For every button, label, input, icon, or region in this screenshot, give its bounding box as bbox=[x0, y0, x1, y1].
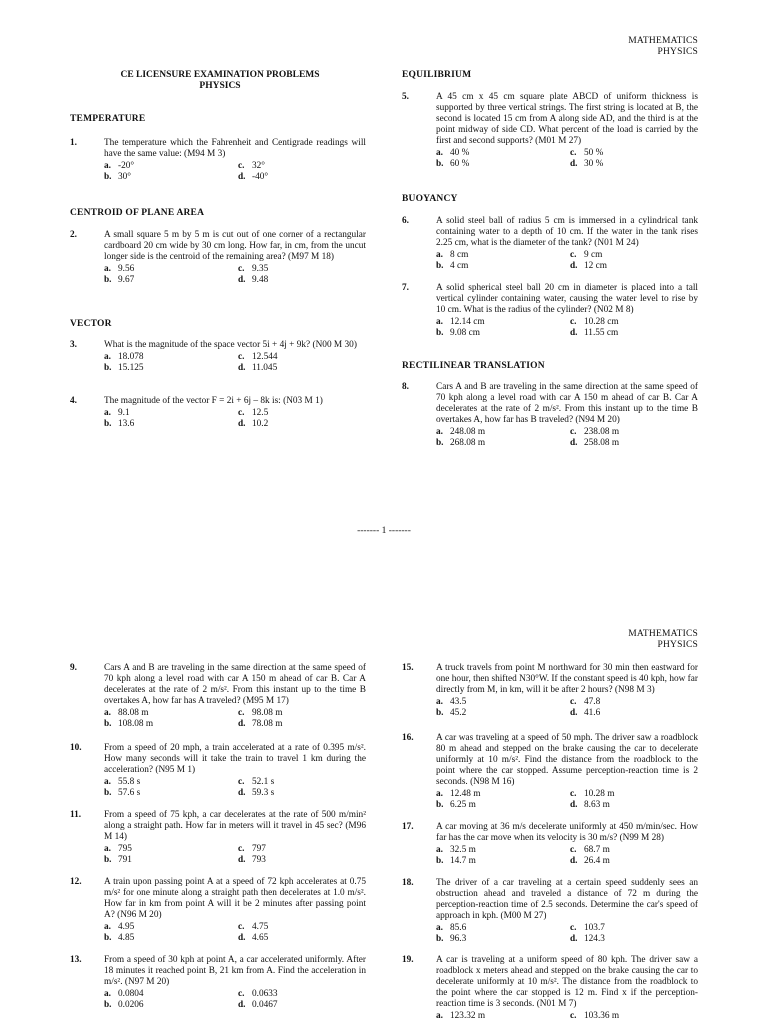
choice-letter: c. bbox=[238, 161, 245, 171]
choice-value: 4.85 bbox=[118, 933, 135, 943]
choice-letter: a. bbox=[104, 777, 111, 787]
choice-letter: d. bbox=[570, 708, 578, 718]
choice-letter: b. bbox=[436, 261, 444, 271]
answer-choices bbox=[104, 352, 342, 374]
choice-letter: b. bbox=[436, 708, 444, 718]
choice-value: 238.08 m bbox=[584, 427, 620, 437]
choice-value: 12.544 bbox=[252, 352, 278, 362]
choice-value: 50 % bbox=[584, 148, 604, 158]
choice-value: 55.8 s bbox=[118, 777, 141, 787]
choice-letter: d. bbox=[238, 933, 246, 943]
problem-number: 5. bbox=[402, 92, 409, 102]
choice-value: 0.0467 bbox=[252, 1000, 278, 1010]
problem-text: A train upon passing point A at a speed of 72 kph accelerates at 0.75 m/s² for one minute along a straight path then decelerates at 1.0 m/s². How far in km from point A will it be 2 minutes after passing point A? (N96 M 20) bbox=[104, 877, 366, 920]
choice-letter: a. bbox=[104, 844, 111, 854]
choice-letter: c. bbox=[570, 317, 577, 327]
choice-value: 0.0804 bbox=[118, 989, 144, 999]
page-title bbox=[70, 70, 370, 92]
choice-value: 12.14 cm bbox=[450, 317, 485, 327]
choice-letter: a. bbox=[436, 845, 443, 855]
choice-letter: d. bbox=[238, 419, 246, 429]
choice-value: 10.2 bbox=[252, 419, 269, 429]
choice-value: 98.08 m bbox=[252, 708, 283, 718]
choice-letter: c. bbox=[238, 708, 245, 718]
answer-choices bbox=[436, 250, 674, 272]
choice-value: 10.28 cm bbox=[584, 317, 619, 327]
choice-letter: c. bbox=[570, 697, 577, 707]
choice-letter: b. bbox=[104, 419, 112, 429]
problem-text: A truck travels from point M northward for 30 min then eastward for one hour, then shifted N30°W. If the constant speed is 40 kph, how far directly from M, in km, will it be after 2 hours? (N98 M 3) bbox=[436, 663, 698, 695]
choice-letter: c. bbox=[238, 844, 245, 854]
choice-letter: d. bbox=[570, 800, 578, 810]
choice-letter: a. bbox=[104, 989, 111, 999]
problem-text: The driver of a car traveling at a certain speed suddenly sees an obstruction ahead and traveled a distance of 72 m during the perception-reaction time of 2.5 seconds. Determine the car's speed of approach in kph. (M00 M 27) bbox=[436, 878, 698, 921]
problem-text: A car is traveling at a uniform speed of 80 kph. The driver saw a roadblock x meters ahead and stepped on the brake causing the car to decelerate uniformly at 10 m/s². The distance from the roadblock to the point where the car stopped is 12 m. Find x if the perception-reaction time is 3 seconds. (N01 M 7) bbox=[436, 955, 698, 1009]
choice-value: 88.08 m bbox=[118, 708, 149, 718]
choice-value: 15.125 bbox=[118, 363, 144, 373]
problem-number: 19. bbox=[402, 955, 414, 965]
choice-letter: c. bbox=[570, 923, 577, 933]
choice-letter: d. bbox=[238, 275, 246, 285]
choice-value: 268.08 m bbox=[450, 438, 486, 448]
choice-letter: d. bbox=[238, 719, 246, 729]
problem-number: 10. bbox=[70, 743, 82, 753]
choice-letter: b. bbox=[104, 788, 112, 798]
choice-value: 795 bbox=[118, 844, 132, 854]
header-subject-2: PHYSICS bbox=[657, 640, 698, 650]
choice-value: -40° bbox=[252, 172, 269, 182]
choice-value: 797 bbox=[252, 844, 266, 854]
choice-letter: a. bbox=[436, 427, 443, 437]
choice-letter: c. bbox=[238, 777, 245, 787]
choice-value: 8.63 m bbox=[584, 800, 610, 810]
choice-value: 9.08 cm bbox=[450, 328, 480, 338]
page-header-1 bbox=[628, 36, 698, 58]
answer-choices bbox=[104, 264, 342, 286]
choice-letter: d. bbox=[238, 788, 246, 798]
section-equilibrium: EQUILIBRIUM bbox=[402, 70, 472, 80]
choice-value: 52.1 s bbox=[252, 777, 275, 787]
choice-value: 258.08 m bbox=[584, 438, 620, 448]
problem-number: 18. bbox=[402, 878, 414, 888]
problem-number: 3. bbox=[70, 340, 77, 350]
problem-text: What is the magnitude of the space vector 5i + 4j + 9k? (N00 M 30) bbox=[104, 340, 357, 350]
choice-value: 11.045 bbox=[252, 363, 278, 373]
choice-letter: a. bbox=[436, 1011, 443, 1021]
choice-value: 0.0633 bbox=[252, 989, 278, 999]
choice-letter: a. bbox=[436, 250, 443, 260]
problem-text: A car was traveling at a speed of 50 mph. The driver saw a roadblock 80 m ahead and stepped on the brake causing the car to decelerate uniformly at 10 m/s². Find the distance from the roadblock to the point where the car stopped. Assume perception-reaction time is 2 seconds. (N98 M 16) bbox=[436, 733, 698, 787]
choice-value: 793 bbox=[252, 855, 266, 865]
choice-letter: a. bbox=[436, 148, 443, 158]
answer-choices bbox=[436, 697, 674, 719]
choice-letter: b. bbox=[436, 934, 444, 944]
choice-letter: d. bbox=[238, 363, 246, 373]
answer-choices bbox=[436, 148, 674, 170]
problem-number: 17. bbox=[402, 822, 414, 832]
problem-number: 8. bbox=[402, 382, 409, 392]
choice-value: 12.48 m bbox=[450, 789, 481, 799]
choice-letter: b. bbox=[436, 438, 444, 448]
choice-value: 45.2 bbox=[450, 708, 467, 718]
problem-text: The magnitude of the vector F = 2i + 6j – 8k is: (N03 M 1) bbox=[104, 396, 323, 406]
answer-choices bbox=[436, 317, 674, 339]
problem-text: A solid steel ball of radius 5 cm is immersed in a cylindrical tank containing water to a depth of 10 cm. If the water in the tank rises 2.25 cm, what is the diameter of the tank? (N01 M 24) bbox=[436, 216, 698, 248]
choice-letter: d. bbox=[238, 1000, 246, 1010]
choice-value: 123.32 m bbox=[450, 1011, 486, 1021]
header-subject-2: PHYSICS bbox=[657, 47, 698, 57]
choice-value: 18.078 bbox=[118, 352, 144, 362]
choice-letter: d. bbox=[570, 856, 578, 866]
answer-choices bbox=[436, 845, 674, 867]
choice-letter: b. bbox=[104, 363, 112, 373]
choice-value: 59.3 s bbox=[252, 788, 275, 798]
answer-choices bbox=[436, 789, 674, 811]
section-centroid: CENTROID OF PLANE AREA bbox=[70, 208, 205, 218]
problem-text: A solid spherical steel ball 20 cm in diameter is placed into a tall vertical cylinder containing water, causing the water level to rise by 10 cm. What is the radius of the cylinder? (N02 M 8) bbox=[436, 283, 698, 315]
choice-value: 57.6 s bbox=[118, 788, 141, 798]
choice-value: 47.8 bbox=[584, 697, 601, 707]
choice-value: 9.67 bbox=[118, 275, 135, 285]
choice-value: 60 % bbox=[450, 159, 470, 169]
answer-choices bbox=[104, 989, 342, 1011]
choice-letter: d. bbox=[570, 261, 578, 271]
choice-letter: d. bbox=[570, 438, 578, 448]
choice-value: 108.08 m bbox=[118, 719, 154, 729]
choice-value: 13.6 bbox=[118, 419, 135, 429]
choice-letter: b. bbox=[104, 933, 112, 943]
header-subject-1: MATHEMATICS bbox=[628, 36, 698, 46]
problem-text: From a speed of 20 mph, a train accelerated at a rate of 0.395 m/s². How many seconds will it take the train to travel 1 km during the acceleration? (N95 M 1) bbox=[104, 743, 366, 775]
choice-letter: a. bbox=[104, 264, 111, 274]
choice-letter: b. bbox=[436, 159, 444, 169]
problem-text: A 45 cm x 45 cm square plate ABCD of uniform thickness is supported by three vertical strings. The first string is located at B, the second is located 15 cm from A along side AD, and the third is at the point midway of side CD. What percent of the load is carried by the first and second supports? (M01 M 27) bbox=[436, 92, 698, 146]
page-number: ------- 1 ------- bbox=[357, 526, 411, 536]
choice-letter: a. bbox=[436, 923, 443, 933]
choice-value: 30 % bbox=[584, 159, 604, 169]
choice-letter: c. bbox=[238, 922, 245, 932]
choice-value: 6.25 m bbox=[450, 800, 476, 810]
choice-letter: b. bbox=[104, 172, 112, 182]
choice-letter: c. bbox=[238, 989, 245, 999]
choice-letter: d. bbox=[238, 172, 246, 182]
choice-value: 4.95 bbox=[118, 922, 135, 932]
problem-number: 7. bbox=[402, 283, 409, 293]
choice-letter: c. bbox=[570, 1011, 577, 1021]
choice-letter: a. bbox=[436, 317, 443, 327]
title-line-1: CE LICENSURE EXAMINATION PROBLEMS bbox=[120, 70, 320, 80]
choice-letter: a. bbox=[436, 789, 443, 799]
choice-value: 12 cm bbox=[584, 261, 607, 271]
problem-number: 11. bbox=[70, 810, 82, 820]
choice-value: -20° bbox=[118, 161, 135, 171]
choice-letter: a. bbox=[436, 697, 443, 707]
section-rectilinear: RECTILINEAR TRANSLATION bbox=[402, 361, 545, 371]
choice-letter: c. bbox=[570, 789, 577, 799]
choice-value: 8 cm bbox=[450, 250, 469, 260]
problem-number: 13. bbox=[70, 955, 82, 965]
choice-value: 26.4 m bbox=[584, 856, 610, 866]
choice-letter: b. bbox=[104, 275, 112, 285]
answer-choices bbox=[104, 777, 342, 799]
section-buoyancy: BUOYANCY bbox=[402, 194, 458, 204]
choice-value: 791 bbox=[118, 855, 132, 865]
choice-value: 78.08 m bbox=[252, 719, 283, 729]
choice-letter: c. bbox=[238, 264, 245, 274]
choice-letter: b. bbox=[104, 1000, 112, 1010]
answer-choices bbox=[104, 922, 342, 944]
choice-letter: b. bbox=[436, 328, 444, 338]
choice-value: 9.48 bbox=[252, 275, 269, 285]
answer-choices bbox=[436, 427, 674, 449]
choice-letter: b. bbox=[104, 855, 112, 865]
problem-text: From a speed of 75 kph, a car decelerates at the rate of 500 m/min² along a straight path. How far in meters will it travel in 45 sec? (M96 M 14) bbox=[104, 810, 366, 842]
problem-text: From a speed of 30 kph at point A, a car accelerated uniformly. After 18 minutes it reached point B, 21 km from A. Find the acceleration in m/s². (N97 M 20) bbox=[104, 955, 366, 987]
choice-letter: a. bbox=[104, 161, 111, 171]
problem-number: 6. bbox=[402, 216, 409, 226]
choice-value: 14.7 m bbox=[450, 856, 476, 866]
choice-value: 248.08 m bbox=[450, 427, 486, 437]
choice-letter: c. bbox=[238, 352, 245, 362]
problem-number: 16. bbox=[402, 733, 414, 743]
choice-letter: b. bbox=[436, 856, 444, 866]
problem-number: 1. bbox=[70, 138, 77, 148]
choice-value: 41.6 bbox=[584, 708, 601, 718]
problem-text: The temperature which the Fahrenheit and Centigrade readings will have the same value: (M94 M 3) bbox=[104, 138, 366, 159]
title-line-2: PHYSICS bbox=[199, 81, 241, 91]
choice-letter: d. bbox=[238, 855, 246, 865]
choice-value: 9 cm bbox=[584, 250, 603, 260]
choice-letter: c. bbox=[238, 408, 245, 418]
choice-value: 9.1 bbox=[118, 408, 130, 418]
problem-text: A small square 5 m by 5 m is cut out of one corner of a rectangular cardboard 20 cm wide by 30 cm long. How far, in cm, from the uncut longer side is the centroid of the remaining area? (M97 M 18) bbox=[104, 230, 366, 262]
problem-number: 15. bbox=[402, 663, 414, 673]
choice-value: 40 % bbox=[450, 148, 470, 158]
choice-value: 4.75 bbox=[252, 922, 269, 932]
choice-value: 10.28 m bbox=[584, 789, 615, 799]
choice-value: 12.5 bbox=[252, 408, 269, 418]
choice-letter: a. bbox=[104, 352, 111, 362]
choice-value: 4.65 bbox=[252, 933, 269, 943]
choice-value: 11.55 cm bbox=[584, 328, 619, 338]
problem-number: 4. bbox=[70, 396, 77, 406]
problem-text: Cars A and B are traveling in the same direction at the same speed of 70 kph along a level road with car A 150 m ahead of car B. Car A decelerates at the rate of 2 m/s². From this instant up to the time B overtakes A, how far has B traveled? (N94 M 20) bbox=[436, 382, 698, 425]
problem-text: A car moving at 36 m/s decelerate uniformly at 450 m/min/sec. How far has the car move when its velocity is 30 m/s? (N99 M 28) bbox=[436, 822, 698, 843]
page-header-2 bbox=[628, 629, 698, 651]
problem-number: 9. bbox=[70, 663, 77, 673]
choice-letter: d. bbox=[570, 328, 578, 338]
choice-value: 43.5 bbox=[450, 697, 467, 707]
choice-letter: b. bbox=[104, 719, 112, 729]
problem-text: Cars A and B are traveling in the same direction at the same speed of 70 kph along a level road with car A 150 m ahead of car B. Car A decelerates at the rate of 2 m/s². From this instant up to the time B overtakes A, how far has A traveled? (M95 M 17) bbox=[104, 663, 366, 706]
answer-choices bbox=[104, 408, 342, 430]
choice-value: 9.35 bbox=[252, 264, 269, 274]
choice-letter: b. bbox=[436, 800, 444, 810]
choice-letter: a. bbox=[104, 408, 111, 418]
section-temperature: TEMPERATURE bbox=[70, 114, 146, 124]
section-vector: VECTOR bbox=[70, 319, 112, 329]
header-subject-1: MATHEMATICS bbox=[628, 629, 698, 639]
choice-value: 0.0206 bbox=[118, 1000, 144, 1010]
choice-letter: d. bbox=[570, 159, 578, 169]
choice-letter: d. bbox=[570, 934, 578, 944]
problem-number: 12. bbox=[70, 877, 82, 887]
choice-letter: a. bbox=[104, 708, 111, 718]
choice-value: 124.3 bbox=[584, 934, 605, 944]
choice-value: 68.7 m bbox=[584, 845, 610, 855]
answer-choices bbox=[104, 161, 342, 183]
choice-value: 85.6 bbox=[450, 923, 467, 933]
choice-value: 32° bbox=[252, 161, 266, 171]
answer-choices bbox=[436, 923, 674, 945]
choice-letter: c. bbox=[570, 148, 577, 158]
choice-value: 9.56 bbox=[118, 264, 135, 274]
choice-value: 30° bbox=[118, 172, 132, 182]
choice-value: 103.7 bbox=[584, 923, 605, 933]
answer-choices bbox=[104, 708, 342, 730]
choice-letter: c. bbox=[570, 845, 577, 855]
choice-letter: a. bbox=[104, 922, 111, 932]
choice-value: 96.3 bbox=[450, 934, 467, 944]
answer-choices bbox=[104, 844, 342, 866]
choice-letter: c. bbox=[570, 427, 577, 437]
choice-value: 32.5 m bbox=[450, 845, 476, 855]
choice-value: 103.36 m bbox=[584, 1011, 620, 1021]
answer-choices bbox=[436, 1011, 674, 1022]
choice-value: 4 cm bbox=[450, 261, 469, 271]
choice-letter: c. bbox=[570, 250, 577, 260]
problem-number: 2. bbox=[70, 230, 77, 240]
